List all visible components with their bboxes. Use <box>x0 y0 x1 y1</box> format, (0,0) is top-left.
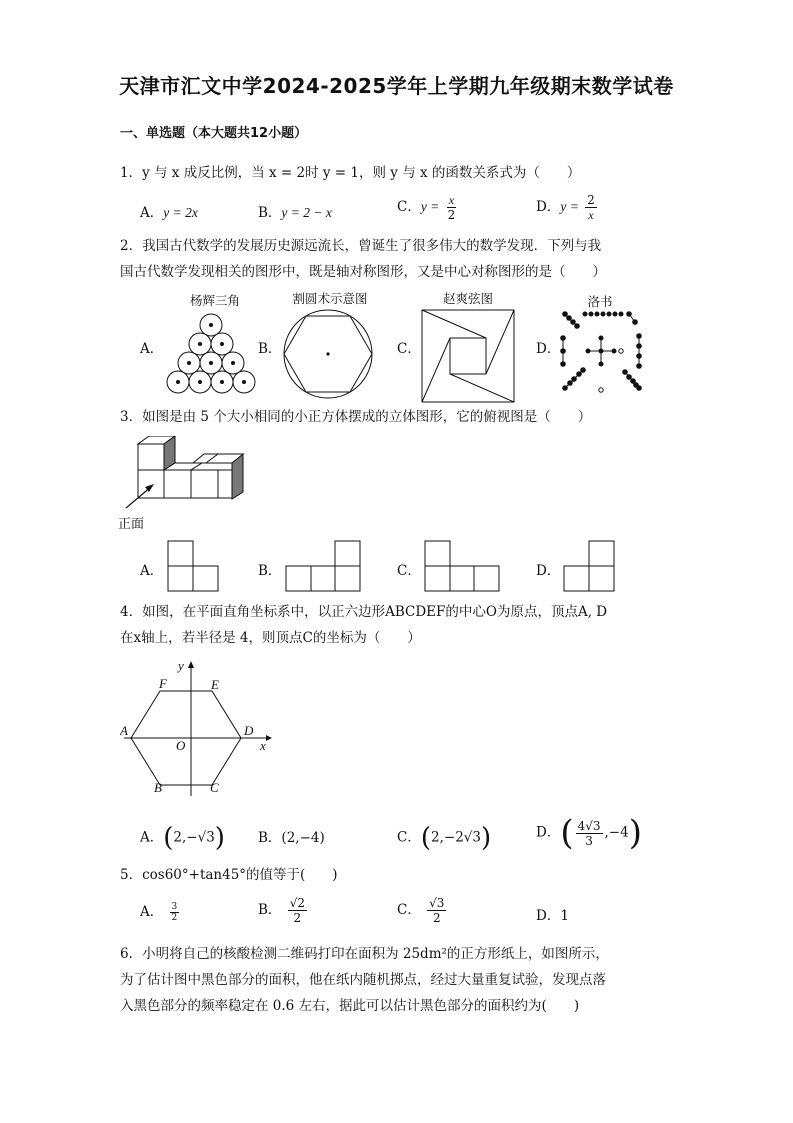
q4-line2: 在x轴上，若半径是 4，则顶点C的坐标为（ ） <box>120 630 421 646</box>
q4-hexagon-figure <box>120 658 280 800</box>
option-value: y = 2 − x <box>281 205 332 220</box>
fraction <box>288 896 307 925</box>
q4-option-c[interactable]: C．(2,−2√3) <box>397 823 492 853</box>
numerator: 2 <box>587 193 595 207</box>
q3-c-figure <box>424 540 502 592</box>
q5-option-d[interactable] <box>536 904 569 924</box>
zhao-shuang-figure <box>420 308 516 404</box>
q1-option-a[interactable] <box>140 201 198 221</box>
label-B: B <box>154 780 162 795</box>
section-heading: 一、单选题（本大题共12小题） <box>120 126 308 141</box>
q4-option-d[interactable]: D．( $\frac{4√3}{3}$ ,−4) <box>536 813 642 853</box>
fraction <box>446 193 458 222</box>
q6-line3: 入黑色部分的频率稳定在 0.6 左右，据此可以估计黑色部分的面积约为( ) <box>120 998 580 1014</box>
q3-b-figure <box>285 540 363 592</box>
option-value: 1 <box>560 908 569 924</box>
q3-option-a[interactable]: A． <box>140 563 164 579</box>
luoshu-figure <box>555 308 647 400</box>
option-label: B． <box>258 902 282 918</box>
q2-d-caption: 洛书 <box>587 294 613 309</box>
label-O: O <box>176 738 186 753</box>
denominator: 3 <box>585 833 593 848</box>
q1-option-c[interactable] <box>397 193 459 222</box>
q3-d-figure <box>563 540 617 592</box>
option-value: y = <box>560 199 579 214</box>
q5-option-c[interactable] <box>397 896 448 925</box>
q3-a-figure <box>167 540 221 592</box>
fraction <box>427 896 446 925</box>
q2-a-caption: 杨辉三角 <box>189 293 240 308</box>
option-label: A． <box>140 904 164 920</box>
fraction <box>170 902 180 923</box>
option-value: (2,−4) <box>281 830 325 846</box>
q2-b-caption: 割圆术示意图 <box>292 291 368 306</box>
q2-line1: 2．我国古代数学的发展历史源远流长，曾诞生了很多伟大的数学发现．下列与我 <box>120 238 602 254</box>
option-value: y = 2x <box>163 205 198 220</box>
label-x: x <box>260 738 266 753</box>
q3-option-b[interactable]: B． <box>258 563 282 579</box>
q1-option-b[interactable] <box>258 201 332 221</box>
q4-option-a[interactable]: A．(2,−√3) <box>140 823 225 853</box>
q6-line2: 为了估计图中黑色部分的面积，他在纸内随机掷点，经过大量重复试验，发现点落 <box>120 972 606 988</box>
option-label: A． <box>140 205 164 221</box>
q4-option-b[interactable] <box>258 826 325 846</box>
q1-option-d[interactable] <box>536 193 599 222</box>
denominator: 2 <box>171 913 178 923</box>
option-label: C． <box>397 902 421 918</box>
label-F: F <box>159 676 167 691</box>
option-value: y = <box>420 199 440 214</box>
q3-option-d[interactable]: D． <box>536 563 561 579</box>
q2-line2: 国古代数学发现相关的图形中，既是轴对称图形，又是中心对称图形的是（ ） <box>120 264 606 280</box>
option-label: B． <box>258 830 282 846</box>
denominator: x <box>588 208 594 222</box>
option-value: ,−4 <box>604 824 629 841</box>
label-A: A <box>120 723 128 738</box>
q4-line1: 4．如图，在平面直角坐标系中，以正六边形ABCDEF的中心O为原点，顶点A, D <box>120 604 608 620</box>
q1-stem: 1．y 与 x 成反比例，当 x = 2时 y = 1，则 y 与 x 的函数关系式为（ ） <box>120 165 581 181</box>
q6-line1: 6．小明将自己的核酸检测二维码打印在面积为 25dm²的正方形纸上，如图所示， <box>120 946 609 962</box>
label-E: E <box>211 677 219 692</box>
label-C: C <box>210 780 219 795</box>
option-label: D． <box>536 199 561 215</box>
q2-c-caption: 赵爽弦图 <box>442 291 493 306</box>
label-y: y <box>178 658 184 673</box>
option-label: A． <box>140 829 164 846</box>
denominator: 2 <box>432 911 441 925</box>
q3-stem: 3．如图是由 5 个大小相同的小正方体摆成的立体图形，它的俯视图是（ ） <box>120 409 592 425</box>
option-label: C． <box>397 199 421 215</box>
fraction <box>585 193 597 222</box>
page-title: 天津市汇文中学2024-2025学年上学期九年级期末数学试卷 <box>119 74 674 98</box>
yanghui-triangle-figure <box>160 310 260 396</box>
option-label: C． <box>397 829 421 846</box>
option-label: B． <box>258 205 282 221</box>
q5-option-b[interactable] <box>258 896 309 925</box>
option-value: 2,−√3 <box>173 829 215 846</box>
q5-stem: 5．cos60°+tan45°的值等于( ) <box>120 867 338 883</box>
q2-option-d[interactable]: D． <box>536 341 561 357</box>
q3-option-c[interactable]: C． <box>397 563 421 579</box>
numerator: 3 <box>171 902 178 912</box>
front-label: 正面 <box>118 517 145 532</box>
label-D: D <box>244 723 254 738</box>
numerator: x <box>448 193 455 207</box>
circle-cutting-figure <box>282 308 374 400</box>
q2-option-a[interactable]: A． <box>140 341 164 357</box>
denominator: 2 <box>447 208 456 222</box>
fraction <box>576 819 603 848</box>
q5-option-a[interactable] <box>140 900 181 923</box>
numerator: √3 <box>429 896 445 910</box>
q2-option-c[interactable]: C． <box>397 341 421 357</box>
denominator: 2 <box>293 911 302 925</box>
option-label: D． <box>536 908 561 924</box>
numerator: 4√3 <box>577 818 601 833</box>
q2-option-b[interactable]: B． <box>258 341 282 357</box>
numerator: √2 <box>289 896 305 910</box>
option-value: 2,−2√3 <box>431 829 481 846</box>
q3-solid-figure <box>118 436 248 510</box>
option-label: D． <box>536 824 561 841</box>
